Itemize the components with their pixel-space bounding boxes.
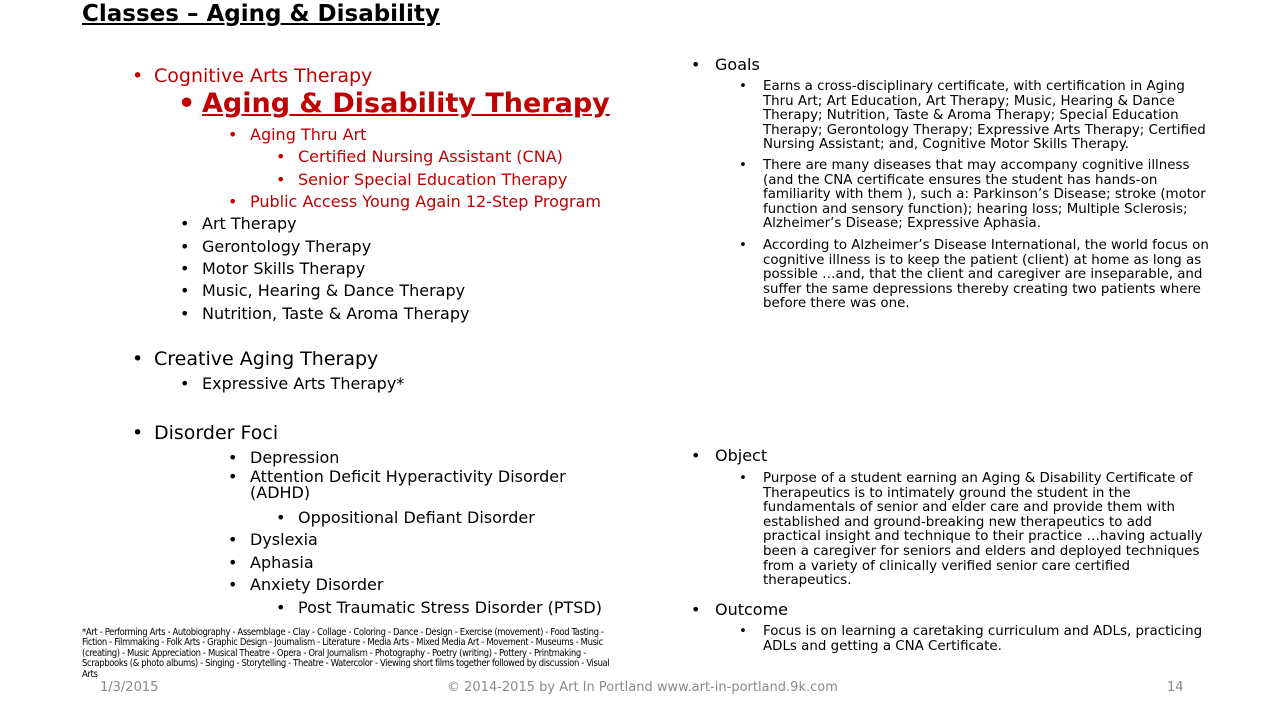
- bullet-icon: •: [228, 553, 238, 572]
- list-item: [180, 258, 366, 280]
- list-item: [228, 529, 318, 551]
- item-label-continued: (ADHD): [250, 483, 311, 502]
- item-label: Oppositional Defiant Disorder: [298, 508, 535, 527]
- footer-date: 1/3/2015: [100, 680, 159, 695]
- item-label: Music, Hearing & Dance Therapy: [202, 281, 466, 300]
- bullet-icon: •: [228, 125, 238, 144]
- item-label: Dyslexia: [250, 530, 318, 549]
- bullet-icon: •: [132, 422, 144, 444]
- bullet-icon: •: [276, 147, 286, 166]
- page-number: 14: [1167, 680, 1184, 695]
- bullet-icon: •: [691, 600, 701, 619]
- bullet-icon: •: [276, 170, 286, 189]
- item-label: Expressive Arts Therapy*: [202, 374, 405, 393]
- section-heading-object: [691, 446, 768, 466]
- list-item: [228, 552, 314, 574]
- bullet-icon: •: [180, 237, 190, 256]
- item-label: Gerontology Therapy: [202, 237, 372, 256]
- item-label: Disorder Foci: [154, 422, 279, 444]
- item-label: Nutrition, Taste & Aroma Therapy: [202, 304, 470, 323]
- item-label: Certified Nursing Assistant (CNA): [298, 147, 563, 166]
- paragraph: [739, 79, 1211, 153]
- paragraph-text: Purpose of a student earning an Aging & Disability Certificate of Therapeutics is to intimately ground the student in the fundamentals of senior and elder care and provide them with established and ground-breaking new therapeutics to add practical insight and technique to their practice …having actually been a caregiver for seniors and elders and deployed techniques from a variety of clinically verified senior care certified therapeutics.: [763, 471, 1203, 589]
- bullet-icon: •: [228, 467, 238, 486]
- bullet-icon: •: [739, 238, 747, 253]
- bullet-icon: •: [691, 55, 701, 74]
- bullet-icon: •: [180, 281, 190, 300]
- bullet-icon: •: [739, 471, 747, 486]
- list-item: [132, 422, 279, 444]
- bullet-icon: •: [180, 214, 190, 233]
- bullet-icon: •: [228, 448, 238, 467]
- bullet-icon: •: [276, 508, 286, 527]
- footer-copyright: © 2014-2015 by Art In Portland www.art-in-portland.9k.com: [447, 680, 838, 695]
- list-item: [132, 348, 379, 370]
- item-label: Creative Aging Therapy: [154, 348, 379, 370]
- list-item: [180, 280, 466, 302]
- list-item: [276, 507, 535, 529]
- list-item: [132, 65, 373, 87]
- item-label: Anxiety Disorder: [250, 575, 384, 594]
- list-item: [276, 169, 568, 191]
- item-label: Aging & Disability Therapy: [202, 88, 610, 119]
- bullet-icon: •: [276, 598, 286, 617]
- bullet-icon: •: [180, 259, 190, 278]
- bullet-icon: •: [132, 348, 144, 370]
- item-label: Aphasia: [250, 553, 314, 572]
- item-label: Depression: [250, 448, 340, 467]
- bullet-icon: •: [178, 88, 196, 119]
- list-item: [180, 373, 405, 395]
- list-item: [228, 447, 340, 469]
- bullet-icon: •: [739, 158, 747, 173]
- paragraph-text: Focus is on learning a caretaking curriculum and ADLs, practicing ADLs and getting a CNA Certificate.: [763, 624, 1203, 654]
- paragraph: [739, 238, 1211, 312]
- list-item: [276, 146, 563, 168]
- list-item: [180, 236, 372, 258]
- page-title: Classes – Aging & Disability: [82, 1, 440, 27]
- list-item: [228, 467, 566, 502]
- list-item-highlight: [178, 88, 610, 120]
- heading-label: Outcome: [715, 600, 789, 619]
- heading-label: Object: [715, 446, 768, 465]
- bullet-icon: •: [180, 374, 190, 393]
- heading-label: Goals: [715, 55, 760, 74]
- paragraph: [739, 158, 1211, 232]
- list-item: [228, 574, 384, 596]
- item-label: Cognitive Arts Therapy: [154, 65, 373, 87]
- paragraph: [739, 624, 1211, 654]
- bullet-icon: •: [228, 192, 238, 211]
- footnote: *Art - Performing Arts - Autobiography - Assemblage - Clay - Collage - Coloring - Dance - Design - Exercise (movement) - Food Tasting - Fiction - Filmmaking - Folk Arts - Graphic Design - Journalism - Literature - Media Arts - Mixed Media Art - Movement - Museums - Music (creating) - Music Appreciation - Musical Theatre - Opera - Oral Journalism - Photography - Poetry (writing) - Pottery - Printmaking - Scrapbooks (& photo albums) - Singing - Storytelling - Theatre - Watercolor - Viewing short films together followed by discussion - Visual Arts: [82, 627, 610, 680]
- bullet-icon: •: [739, 624, 747, 639]
- item-label: Attention Deficit Hyperactivity Disorder: [250, 467, 566, 486]
- item-label: Post Traumatic Stress Disorder (PTSD): [298, 598, 602, 617]
- bullet-icon: •: [691, 446, 701, 465]
- list-item: [276, 597, 602, 619]
- list-item: [180, 303, 470, 325]
- paragraph: [739, 471, 1211, 589]
- item-label: Senior Special Education Therapy: [298, 170, 568, 189]
- bullet-icon: •: [739, 79, 747, 94]
- section-heading-goals: [691, 55, 760, 75]
- item-label: Public Access Young Again 12-Step Program: [250, 192, 601, 211]
- list-item: [228, 124, 367, 146]
- paragraph-text: According to Alzheimer’s Disease International, the world focus on cognitive illness is to keep the patient (client) at home as long as possible …and, that the client and caregiver are inseparable, and suffer the same depressions thereby creating two patients where before there was one.: [763, 238, 1209, 312]
- bullet-icon: •: [228, 575, 238, 594]
- bullet-icon: •: [180, 304, 190, 323]
- item-label: Aging Thru Art: [250, 125, 367, 144]
- paragraph-text: There are many diseases that may accompany cognitive illness (and the CNA certificate ensures the student has hands-on familiarity with them ), such a: Parkinson’s Disease; stroke (motor function and sensory function); hearing loss; Multiple Sclerosis; Alzheimer’s Disease; Expressive Aphasia.: [763, 158, 1206, 232]
- bullet-icon: •: [132, 65, 144, 87]
- list-item: [180, 213, 297, 235]
- list-item: [228, 191, 601, 213]
- section-heading-outcome: [691, 600, 789, 620]
- item-label: Motor Skills Therapy: [202, 259, 366, 278]
- paragraph-text: Earns a cross-disciplinary certificate, with certification in Aging Thru Art; Art Education, Art Therapy; Music, Hearing & Dance Therapy; Nutrition, Taste & Aroma Therapy; Special Education Therapy; Gerontology Therapy; Expressive Arts Therapy; Certified Nursing Assistant; and, Cognitive Motor Skills Therapy.: [763, 79, 1206, 153]
- bullet-icon: •: [228, 530, 238, 549]
- item-label: Art Therapy: [202, 214, 297, 233]
